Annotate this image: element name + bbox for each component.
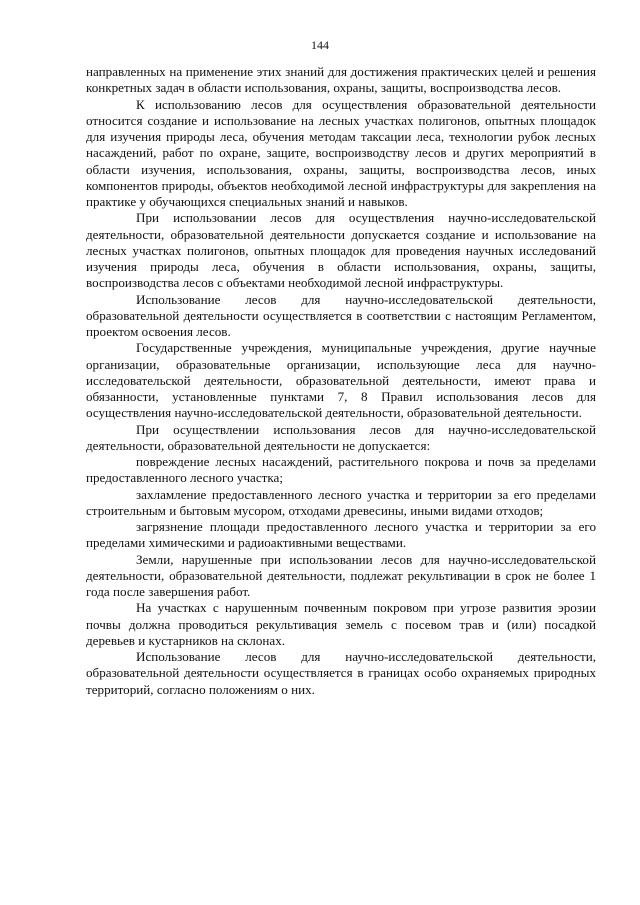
- paragraph-9: Использование лесов для научно-исследовательской деятельности, образовательной деятельности осуществляется в границах особо охраняемых природных территорий, согласно положениям о них.: [86, 649, 596, 697]
- paragraph-3: При использовании лесов для осуществления научно-исследовательской деятельности, образовательной деятельности допускается создание и использование на лесных участках полигонов, опытных площадок для проведения научных исследований изучения природы леса, обучения в области использования, охраны, защиты, воспроизводства лесов с объектами необходимой лесной инфраструктуры.: [86, 210, 596, 291]
- paragraph-5: Государственные учреждения, муниципальные учреждения, другие научные организации, образовательные организации, использующие леса для научно-исследовательской деятельности, образовательной деятельности, имеют права и обязанности, установленные пунктами 7, 8 Правил использования лесов для осуществления научно-исследовательской деятельности, образовательной деятельности.: [86, 340, 596, 421]
- list-item-3: загрязнение площади предоставленного лесного участка и территории за его пределами химическими и радиоактивными веществами.: [86, 519, 596, 551]
- list-item-2: захламление предоставленного лесного участка и территории за его пределами строительным и бытовым мусором, отходами древесины, иными видами отходов;: [86, 486, 596, 518]
- paragraph-2: К использованию лесов для осуществления образовательной деятельности относится создание и использование на лесных участках полигонов, опытных площадок для изучения природы леса, обучения методам таксации леса, технологии рубок лесных насаждений, работ по охране, защите, воспроизводству лесов и других мероприятий в области изучения, использования, охраны, защиты, воспроизводства лесов, иных компонентов природы, объектов необходимой лесной инфраструктуры для закрепления на практике у обучающихся специальных знаний и навыков.: [86, 96, 596, 209]
- paragraph-8: На участках с нарушенным почвенным покровом при угрозе развития эрозии почвы должна проводиться рекультивация земель с посевом трав и (или) посадкой деревьев и кустарников на склонах.: [86, 600, 596, 648]
- paragraph-4: Использование лесов для научно-исследовательской деятельности, образовательной деятельности осуществляется в соответствии с настоящим Регламентом, проектом освоения лесов.: [86, 291, 596, 339]
- list-item-1: повреждение лесных насаждений, растительного покрова и почв за пределами предоставленного лесного участка;: [86, 454, 596, 486]
- paragraph-7: Земли, нарушенные при использовании лесов для научно-исследовательской деятельности, образовательной деятельности, подлежат рекультивации в срок не более 1 года после завершения работ.: [86, 551, 596, 599]
- paragraph-6: При осуществлении использования лесов для научно-исследовательской деятельности, образовательной деятельности не допускается:: [86, 421, 596, 453]
- document-body: [86, 64, 596, 698]
- page-number: 144: [311, 38, 329, 52]
- paragraph-1: направленных на применение этих знаний для достижения практических целей и решения конкретных задач в области использования, охраны, защиты, воспроизводства лесов.: [86, 64, 596, 96]
